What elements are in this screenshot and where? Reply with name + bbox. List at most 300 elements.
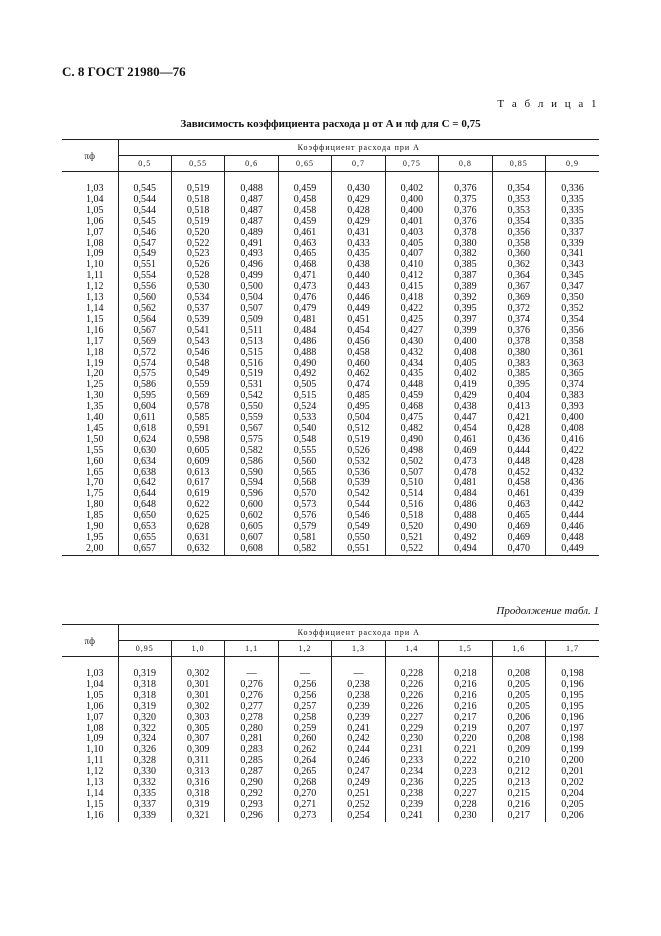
coefficient-cell: 0,215 <box>492 789 545 800</box>
coefficient-cell: 0,569 <box>118 337 171 348</box>
table-row <box>62 337 599 348</box>
coefficient-cell: 0,507 <box>225 304 278 315</box>
coefficient-cell: 0,332 <box>118 778 171 789</box>
coefficient-cell: 0,376 <box>439 217 492 228</box>
coefficient-cell: 0,435 <box>332 249 385 260</box>
coefficient-cell: 0,238 <box>332 691 385 702</box>
coefficient-cell: 0,481 <box>439 478 492 489</box>
coefficient-cell: 0,241 <box>332 724 385 735</box>
coefficient-cell: 0,276 <box>225 691 278 702</box>
coefficient-cell: 0,622 <box>171 500 224 511</box>
coefficient-cell: 0,628 <box>171 522 224 533</box>
pi-value-cell: 1,14 <box>86 302 104 314</box>
coefficient-cell: 0,204 <box>546 789 600 800</box>
coefficient-cell: 0,318 <box>118 691 171 702</box>
coefficient-cell: 0,208 <box>492 657 545 680</box>
coefficient-cell: 0,469 <box>439 446 492 457</box>
coefficient-cell: 0,375 <box>439 195 492 206</box>
coefficient-cell: 0,380 <box>439 239 492 250</box>
coefficient-cell: 0,301 <box>171 680 224 691</box>
coefficient-cell: 0,260 <box>278 734 331 745</box>
coefficient-cell: 0,514 <box>385 489 438 500</box>
pi-value-cell: 2,00 <box>62 544 118 555</box>
coefficient-cell: 0,582 <box>278 544 331 555</box>
coefficient-cell: 0,195 <box>546 702 600 713</box>
coefficient-cell: 0,276 <box>225 680 278 691</box>
coefficient-cell: 0,625 <box>171 511 224 522</box>
coefficient-cell: 0,285 <box>225 756 278 767</box>
column-header: 1,4 <box>385 641 438 657</box>
table-row <box>62 811 599 822</box>
coefficient-cell: 0,433 <box>332 239 385 250</box>
coefficient-cell: 0,354 <box>492 172 545 195</box>
coefficient-cell: 0,502 <box>385 457 438 468</box>
coefficient-cell: 0,446 <box>332 293 385 304</box>
pi-value-cell: 1,19 <box>86 357 104 369</box>
coefficient-cell: 0,434 <box>385 359 438 370</box>
pi-value-cell: 1,18 <box>86 346 104 358</box>
coefficient-cell: 0,239 <box>385 800 438 811</box>
coefficient-cell: 0,526 <box>332 446 385 457</box>
coefficient-cell: 0,518 <box>385 511 438 522</box>
coefficient-cell: 0,567 <box>118 326 171 337</box>
coefficient-cell: 0,575 <box>118 369 171 380</box>
pi-value-cell: 1,11 <box>86 755 104 767</box>
coefficient-cell: 0,208 <box>492 734 545 745</box>
pi-value-cell: 1,12 <box>86 281 104 293</box>
group-header: Коэффициент расхода при A <box>118 140 599 156</box>
coefficient-cell: 0,458 <box>278 195 331 206</box>
coefficient-cell: 0,205 <box>492 702 545 713</box>
coefficient-cell: 0,544 <box>332 500 385 511</box>
coefficient-cell: 0,600 <box>225 500 278 511</box>
coefficient-cell: 0,422 <box>546 446 600 457</box>
coefficient-cell: 0,429 <box>332 195 385 206</box>
coefficient-cell: 0,495 <box>332 402 385 413</box>
coefficient-cell: 0,631 <box>171 533 224 544</box>
coefficient-cell: 0,449 <box>546 544 600 555</box>
coefficient-cell: 0,374 <box>492 315 545 326</box>
column-header: 0,75 <box>385 156 438 172</box>
coefficient-cell: 0,559 <box>171 380 224 391</box>
column-header: 0,8 <box>439 156 492 172</box>
coefficient-cell: 0,459 <box>385 391 438 402</box>
coefficient-cell: 0,256 <box>278 680 331 691</box>
coefficient-cell: 0,265 <box>278 767 331 778</box>
coefficient-cell: 0,198 <box>546 657 600 680</box>
coefficient-cell: 0,515 <box>225 348 278 359</box>
coefficient-cell: 0,400 <box>385 206 438 217</box>
coefficient-cell: 0,478 <box>439 468 492 479</box>
coefficient-cell: 0,430 <box>385 337 438 348</box>
coefficient-cell: 0,567 <box>225 424 278 435</box>
coefficient-cell: 0,444 <box>492 446 545 457</box>
coefficient-cell: 0,504 <box>332 413 385 424</box>
coefficient-cell: 0,519 <box>171 217 224 228</box>
pi-value-cell: 1,13 <box>86 777 104 789</box>
coefficient-cell: 0,251 <box>332 789 385 800</box>
coefficient-cell: 0,522 <box>385 544 438 555</box>
coefficient-cell: 0,448 <box>492 457 545 468</box>
coefficient-cell: 0,205 <box>492 691 545 702</box>
coefficient-cell: 0,448 <box>546 533 600 544</box>
coefficient-cell: 0,546 <box>171 348 224 359</box>
coefficient-cell: 0,430 <box>332 172 385 195</box>
continuation-label: Продолжение табл. 1 <box>496 605 599 617</box>
coefficient-cell: 0,460 <box>332 359 385 370</box>
coefficient-cell: 0,435 <box>385 369 438 380</box>
coefficient-cell: 0,469 <box>492 533 545 544</box>
coefficient-cell: 0,421 <box>492 413 545 424</box>
coefficient-cell: 0,319 <box>118 657 171 680</box>
coefficient-cell: 0,632 <box>171 544 224 555</box>
coefficient-cell: 0,440 <box>332 271 385 282</box>
pi-value-cell: 1,17 <box>86 335 104 347</box>
coefficient-cell: 0,199 <box>546 745 600 756</box>
coefficient-cell: 0,540 <box>278 424 331 435</box>
coefficient-cell: 0,226 <box>385 680 438 691</box>
coefficient-cell: 0,378 <box>439 228 492 239</box>
coefficient-cell: 0,369 <box>492 293 545 304</box>
coefficient-cell: 0,356 <box>492 228 545 239</box>
coefficient-cell: 0,216 <box>439 691 492 702</box>
column-header: 0,6 <box>225 156 278 172</box>
coefficient-cell: 0,319 <box>171 800 224 811</box>
coefficient-cell: 0,432 <box>385 348 438 359</box>
coefficient-cell: 0,462 <box>332 369 385 380</box>
coefficient-cell: 0,416 <box>546 435 600 446</box>
coefficient-cell: 0,542 <box>332 489 385 500</box>
coefficient-cell: 0,469 <box>492 522 545 533</box>
coefficient-cell: 0,476 <box>278 293 331 304</box>
coefficient-cell: 0,392 <box>439 293 492 304</box>
coefficient-cell: 0,246 <box>332 756 385 767</box>
coefficient-cell: 0,542 <box>225 391 278 402</box>
pi-value-cell: 1,70 <box>86 477 104 489</box>
pi-value-cell: 1,04 <box>86 193 104 205</box>
coefficient-cell: 0,465 <box>492 511 545 522</box>
coefficient-cell: 0,428 <box>492 424 545 435</box>
coefficient-cell: 0,509 <box>225 315 278 326</box>
coefficient-cell: 0,519 <box>225 369 278 380</box>
coefficient-cell: 0,311 <box>171 756 224 767</box>
coefficient-cell: 0,226 <box>385 691 438 702</box>
coefficient-cell: 0,305 <box>171 724 224 735</box>
coefficient-cell: 0,221 <box>439 745 492 756</box>
coefficient-cell: 0,428 <box>546 457 600 468</box>
coefficient-cell: 0,634 <box>118 457 171 468</box>
coefficient-cell: 0,318 <box>118 680 171 691</box>
coefficient-cell: 0,490 <box>439 522 492 533</box>
coefficient-cell: 0,196 <box>546 680 600 691</box>
coefficient-cell: 0,570 <box>278 489 331 500</box>
coefficient-cell: 0,431 <box>332 228 385 239</box>
coefficient-cell: 0,474 <box>332 380 385 391</box>
coefficient-cell: 0,604 <box>118 402 171 413</box>
coefficient-cell: 0,461 <box>492 489 545 500</box>
table-row <box>62 348 599 359</box>
coefficient-cell: 0,549 <box>118 249 171 260</box>
coefficient-cell: 0,212 <box>492 767 545 778</box>
coefficient-cell: 0,399 <box>439 326 492 337</box>
pi-value-cell: 1,80 <box>86 499 104 511</box>
coefficient-cell: 0,590 <box>225 468 278 479</box>
coefficient-cell: 0,531 <box>225 380 278 391</box>
coefficient-cell: 0,324 <box>118 734 171 745</box>
coefficient-cell: 0,206 <box>492 713 545 724</box>
coefficient-cell: 0,486 <box>439 500 492 511</box>
coefficient-cell: 0,487 <box>225 206 278 217</box>
coefficient-cell: 0,609 <box>171 457 224 468</box>
pi-value-cell: 1,60 <box>86 455 104 467</box>
table-row <box>62 457 599 468</box>
coefficient-cell: 0,523 <box>171 249 224 260</box>
coefficient-cell: 0,205 <box>546 800 600 811</box>
coefficient-cell: 0,202 <box>546 778 600 789</box>
coefficient-cell: 0,446 <box>546 522 600 533</box>
coefficient-cell: 0,655 <box>118 533 171 544</box>
coefficient-cell: 0,528 <box>171 271 224 282</box>
coefficient-cell: 0,385 <box>439 260 492 271</box>
coefficient-cell: 0,533 <box>278 413 331 424</box>
coefficient-cell: — <box>332 657 385 680</box>
pi-value-cell: 1,10 <box>86 259 104 271</box>
coefficient-cell: 0,475 <box>385 413 438 424</box>
coefficient-cell: 0,574 <box>118 359 171 370</box>
coefficient-cell: 0,657 <box>118 544 171 555</box>
coefficient-cell: 0,402 <box>439 369 492 380</box>
coefficient-cell: 0,419 <box>439 380 492 391</box>
coefficient-cell: 0,581 <box>278 533 331 544</box>
coefficient-cell: 0,618 <box>118 424 171 435</box>
coefficient-cell: 0,586 <box>118 380 171 391</box>
coefficient-cell: 0,363 <box>546 359 600 370</box>
coefficient-cell: 0,365 <box>546 369 600 380</box>
coefficient-cell: 0,492 <box>439 533 492 544</box>
coefficient-cell: 0,555 <box>278 446 331 457</box>
coefficient-cell: 0,337 <box>118 800 171 811</box>
coefficient-cell: 0,586 <box>225 457 278 468</box>
pi-value-cell: 1,95 <box>86 532 104 543</box>
table-row <box>62 713 599 724</box>
pi-value-cell: 1,06 <box>86 215 104 227</box>
pi-value-cell: 1,45 <box>86 422 104 434</box>
coefficient-cell: 0,258 <box>278 713 331 724</box>
coefficient-cell: 0,562 <box>118 304 171 315</box>
coefficient-cell: 0,254 <box>332 811 385 822</box>
pi-value-cell: 1,65 <box>86 466 104 478</box>
coefficient-cell: 0,361 <box>546 348 600 359</box>
coefficient-cell: 0,526 <box>171 260 224 271</box>
coefficient-cell: 0,356 <box>546 326 600 337</box>
coefficient-cell: 0,560 <box>278 457 331 468</box>
coefficient-cell: 0,505 <box>278 380 331 391</box>
coefficient-cell: 0,539 <box>332 478 385 489</box>
coefficient-cell: 0,458 <box>332 348 385 359</box>
coefficient-cell: 0,543 <box>171 337 224 348</box>
coefficient-cell: 0,468 <box>385 402 438 413</box>
coefficient-cell: 0,500 <box>225 282 278 293</box>
pi-value-cell: 1,06 <box>86 700 104 712</box>
coefficient-cell: 0,380 <box>492 348 545 359</box>
coefficient-cell: 0,364 <box>492 271 545 282</box>
coefficient-cell: 0,225 <box>439 778 492 789</box>
pi-value-cell: 1,14 <box>86 787 104 799</box>
coefficient-cell: 0,554 <box>118 271 171 282</box>
coefficient-cell: 0,197 <box>546 724 600 735</box>
coefficient-cell: 0,494 <box>439 544 492 555</box>
coefficient-cell: 0,519 <box>171 172 224 195</box>
coefficient-cell: 0,461 <box>278 228 331 239</box>
coefficient-cell: 0,335 <box>546 195 600 206</box>
coefficient-cell: 0,442 <box>546 500 600 511</box>
coefficient-cell: 0,385 <box>492 369 545 380</box>
coefficient-cell: 0,307 <box>171 734 224 745</box>
coefficient-cell: 0,309 <box>171 745 224 756</box>
coefficient-cell: 0,318 <box>171 789 224 800</box>
column-header-row <box>62 156 599 172</box>
coefficient-cell: 0,432 <box>546 468 600 479</box>
coefficient-cell: 0,515 <box>278 391 331 402</box>
coefficient-cell: 0,602 <box>225 511 278 522</box>
coefficient-cell: 0,642 <box>118 478 171 489</box>
coefficient-cell: 0,422 <box>385 304 438 315</box>
column-header: 1,2 <box>278 641 331 657</box>
coefficient-cell: 0,378 <box>492 337 545 348</box>
coefficient-cell: 0,459 <box>278 172 331 195</box>
column-header: 1,5 <box>439 641 492 657</box>
coefficient-cell: 0,238 <box>332 680 385 691</box>
coefficient-cell: 0,292 <box>225 789 278 800</box>
column-header: 1,7 <box>546 641 600 657</box>
coefficient-cell: 0,335 <box>546 206 600 217</box>
pi-value-cell: 1,07 <box>86 711 104 723</box>
coefficient-cell: 0,395 <box>439 304 492 315</box>
coefficient-cell: 0,491 <box>225 239 278 250</box>
coefficient-cell: 0,438 <box>439 402 492 413</box>
coefficient-cell: 0,510 <box>385 478 438 489</box>
coefficient-cell: 0,513 <box>225 337 278 348</box>
coefficient-cell: 0,408 <box>546 424 600 435</box>
coefficient-cell: 0,226 <box>385 702 438 713</box>
coefficient-cell: 0,579 <box>278 522 331 533</box>
coefficient-cell: 0,354 <box>492 217 545 228</box>
coefficient-cell: 0,560 <box>118 293 171 304</box>
coefficient-cell: 0,438 <box>332 260 385 271</box>
coefficient-cell: 0,485 <box>332 391 385 402</box>
coefficient-cell: 0,448 <box>385 380 438 391</box>
coefficient-cell: 0,196 <box>546 713 600 724</box>
column-header: 0,85 <box>492 156 545 172</box>
coefficient-cell: 0,241 <box>385 811 438 822</box>
coefficient-cell: 0,337 <box>546 228 600 239</box>
coefficient-cell: 0,550 <box>225 402 278 413</box>
coefficient-cell: 0,401 <box>385 217 438 228</box>
coefficient-cell: 0,578 <box>171 402 224 413</box>
coefficient-cell: 0,259 <box>278 724 331 735</box>
coefficient-cell: 0,287 <box>225 767 278 778</box>
coefficient-cell: 0,268 <box>278 778 331 789</box>
coefficient-cell: 0,229 <box>385 724 438 735</box>
coefficient-cell: 0,195 <box>546 691 600 702</box>
coefficient-cell: 0,428 <box>332 206 385 217</box>
coefficient-cell: 0,410 <box>385 260 438 271</box>
coefficient-cell: 0,650 <box>118 511 171 522</box>
coefficient-cell: 0,551 <box>332 544 385 555</box>
coefficient-cell: 0,402 <box>385 172 438 195</box>
coefficient-cell: 0,352 <box>546 304 600 315</box>
pi-value-cell: 1,25 <box>86 379 104 391</box>
column-header: 0,5 <box>118 156 171 172</box>
coefficient-cell: 0,490 <box>278 359 331 370</box>
coefficient-cell: 0,400 <box>546 413 600 424</box>
coefficient-cell: 0,458 <box>278 206 331 217</box>
coefficient-cell: 0,223 <box>439 767 492 778</box>
coefficient-cell: 0,222 <box>439 756 492 767</box>
coefficient-cell: 0,454 <box>332 326 385 337</box>
table-row <box>62 702 599 713</box>
coefficient-cell: 0,213 <box>492 778 545 789</box>
coefficient-cell: 0,653 <box>118 522 171 533</box>
coefficient-cell: 0,582 <box>225 446 278 457</box>
coefficient-cell: 0,345 <box>546 271 600 282</box>
coefficient-cell: 0,456 <box>332 337 385 348</box>
coefficient-cell: 0,201 <box>546 767 600 778</box>
coefficient-cell: 0,328 <box>118 756 171 767</box>
coefficient-cell: 0,354 <box>546 315 600 326</box>
coefficient-cell: 0,544 <box>118 195 171 206</box>
column-header: 1,3 <box>332 641 385 657</box>
coefficient-cell: 0,470 <box>492 544 545 555</box>
pi-value-cell: 1,15 <box>86 313 104 325</box>
coefficient-cell: 0,471 <box>278 271 331 282</box>
coefficient-cell: 0,436 <box>492 435 545 446</box>
coefficient-cell: 0,262 <box>278 745 331 756</box>
coefficient-cell: 0,427 <box>385 326 438 337</box>
coefficient-cell: 0,546 <box>118 228 171 239</box>
coefficient-cell: 0,216 <box>439 702 492 713</box>
coefficient-cell: 0,545 <box>118 172 171 195</box>
table-row <box>62 228 599 239</box>
coefficient-cell: 0,507 <box>385 468 438 479</box>
coefficient-cell: 0,539 <box>171 315 224 326</box>
coefficient-cell: 0,492 <box>278 369 331 380</box>
coefficient-cell: 0,524 <box>278 402 331 413</box>
coefficient-cell: 0,247 <box>332 767 385 778</box>
coefficient-cell: 0,360 <box>492 249 545 260</box>
coefficient-cell: 0,418 <box>385 293 438 304</box>
coefficient-cell: 0,482 <box>385 424 438 435</box>
coefficient-cell: 0,228 <box>385 657 438 680</box>
table-title: Зависимость коэффициента расхода μ от A и πф для C = 0,75 <box>180 118 481 130</box>
coefficient-cell: 0,436 <box>546 478 600 489</box>
coefficient-cell: 0,488 <box>225 172 278 195</box>
coefficient-cell: 0,595 <box>118 391 171 402</box>
coefficient-cell: 0,530 <box>171 282 224 293</box>
coefficient-cell: 0,400 <box>439 337 492 348</box>
row-header-pi: πф <box>62 140 118 172</box>
coefficient-cell: 0,219 <box>439 724 492 735</box>
coefficient-cell: 0,619 <box>171 489 224 500</box>
coefficient-cell: 0,481 <box>278 315 331 326</box>
coefficient-cell: 0,548 <box>278 435 331 446</box>
coefficient-cell: — <box>278 657 331 680</box>
coefficient-cell: 0,403 <box>385 228 438 239</box>
coefficient-cell: 0,383 <box>492 359 545 370</box>
pi-value-cell: 1,07 <box>86 226 104 238</box>
coefficient-cell: 0,335 <box>118 789 171 800</box>
coefficient-cell: 0,216 <box>439 680 492 691</box>
